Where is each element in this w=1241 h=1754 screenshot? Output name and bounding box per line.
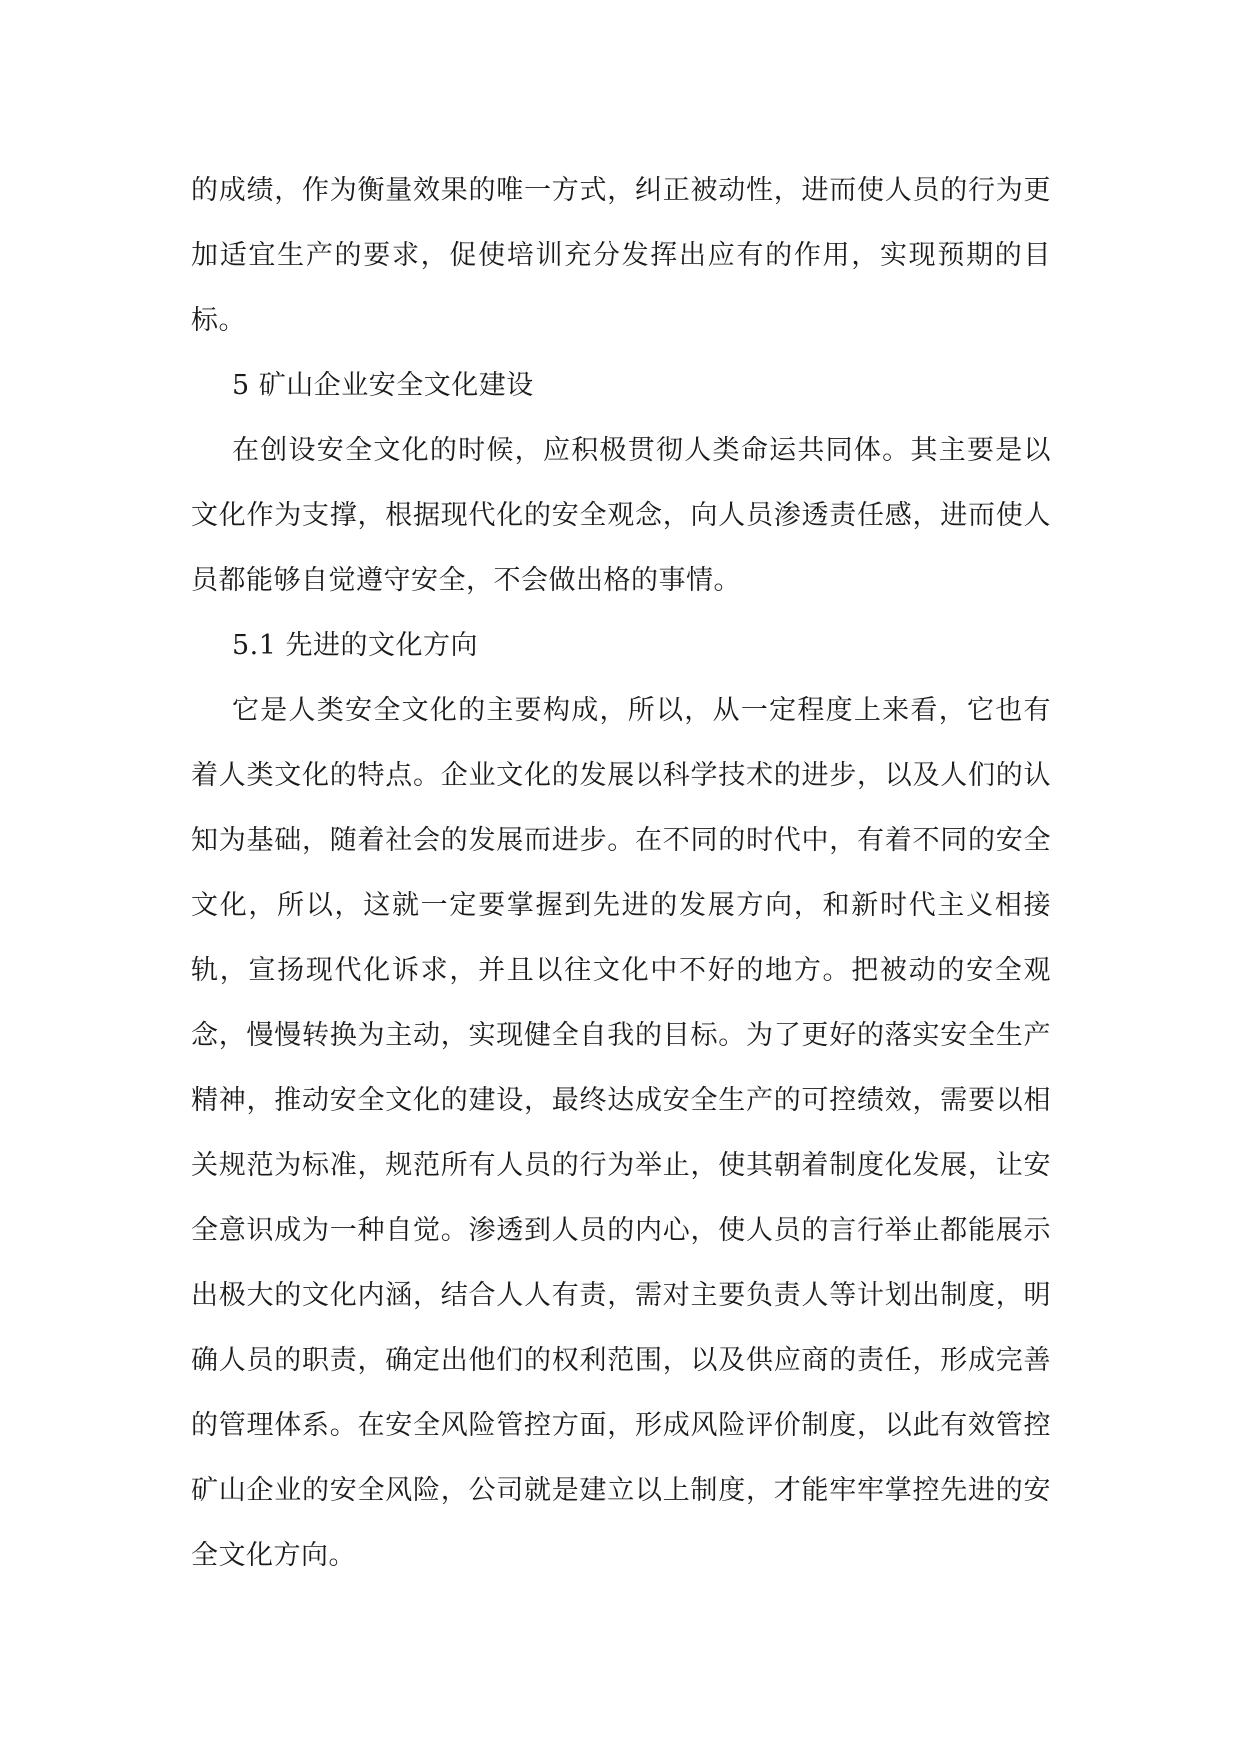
document-body [191, 158, 1051, 1588]
section-5-heading: 5 矿山企业安全文化建设 [232, 370, 534, 401]
section-5-paragraph: 在创设安全文化的时候，应积极贯彻人类命运共同体。其主要是以文化作为支撑，根据现代化的安全观念，向人员渗透责任感，进而使人员都能够自觉遵守安全，不会做出格的事情。 [191, 435, 1051, 596]
section-5-1-heading: 5.1 先进的文化方向 [232, 630, 479, 661]
continuation-paragraph: 的成绩，作为衡量效果的唯一方式，纠正被动性，进而使人员的行为更加适宜生产的要求，促使培训充分发挥出应有的作用，实现预期的目标。 [191, 175, 1051, 336]
section-5-1-paragraph: 它是人类安全文化的主要构成，所以，从一定程度上来看，它也有着人类文化的特点。企业文化的发展以科学技术的进步，以及人们的认知为基础，随着社会的发展而进步。在不同的时代中，有着不同的安全文化，所以，这就一定要掌握到先进的发展方向，和新时代主义相接轨，宣扬现代化诉求，并且以往文化中不好的地方。把被动的安全观念，慢慢转换为主动，实现健全自我的目标。为了更好的落实安全生产精神，推动安全文化的建设，最终达成安全生产的可控绩效，需要以相关规范为标准，规范所有人员的行为举止，使其朝着制度化发展，让安全意识成为一种自觉。渗透到人员的内心，使人员的言行举止都能展示出极大的文化内涵，结合人人有责，需对主要负责人等计划出制度，明确人员的职责，确定出他们的权利范围，以及供应商的责任，形成完善的管理体系。在安全风险管控方面，形成风险评价制度，以此有效管控矿山企业的安全风险，公司就是建立以上制度，才能牢牢掌控先进的安全文化方向。 [191, 695, 1051, 1571]
